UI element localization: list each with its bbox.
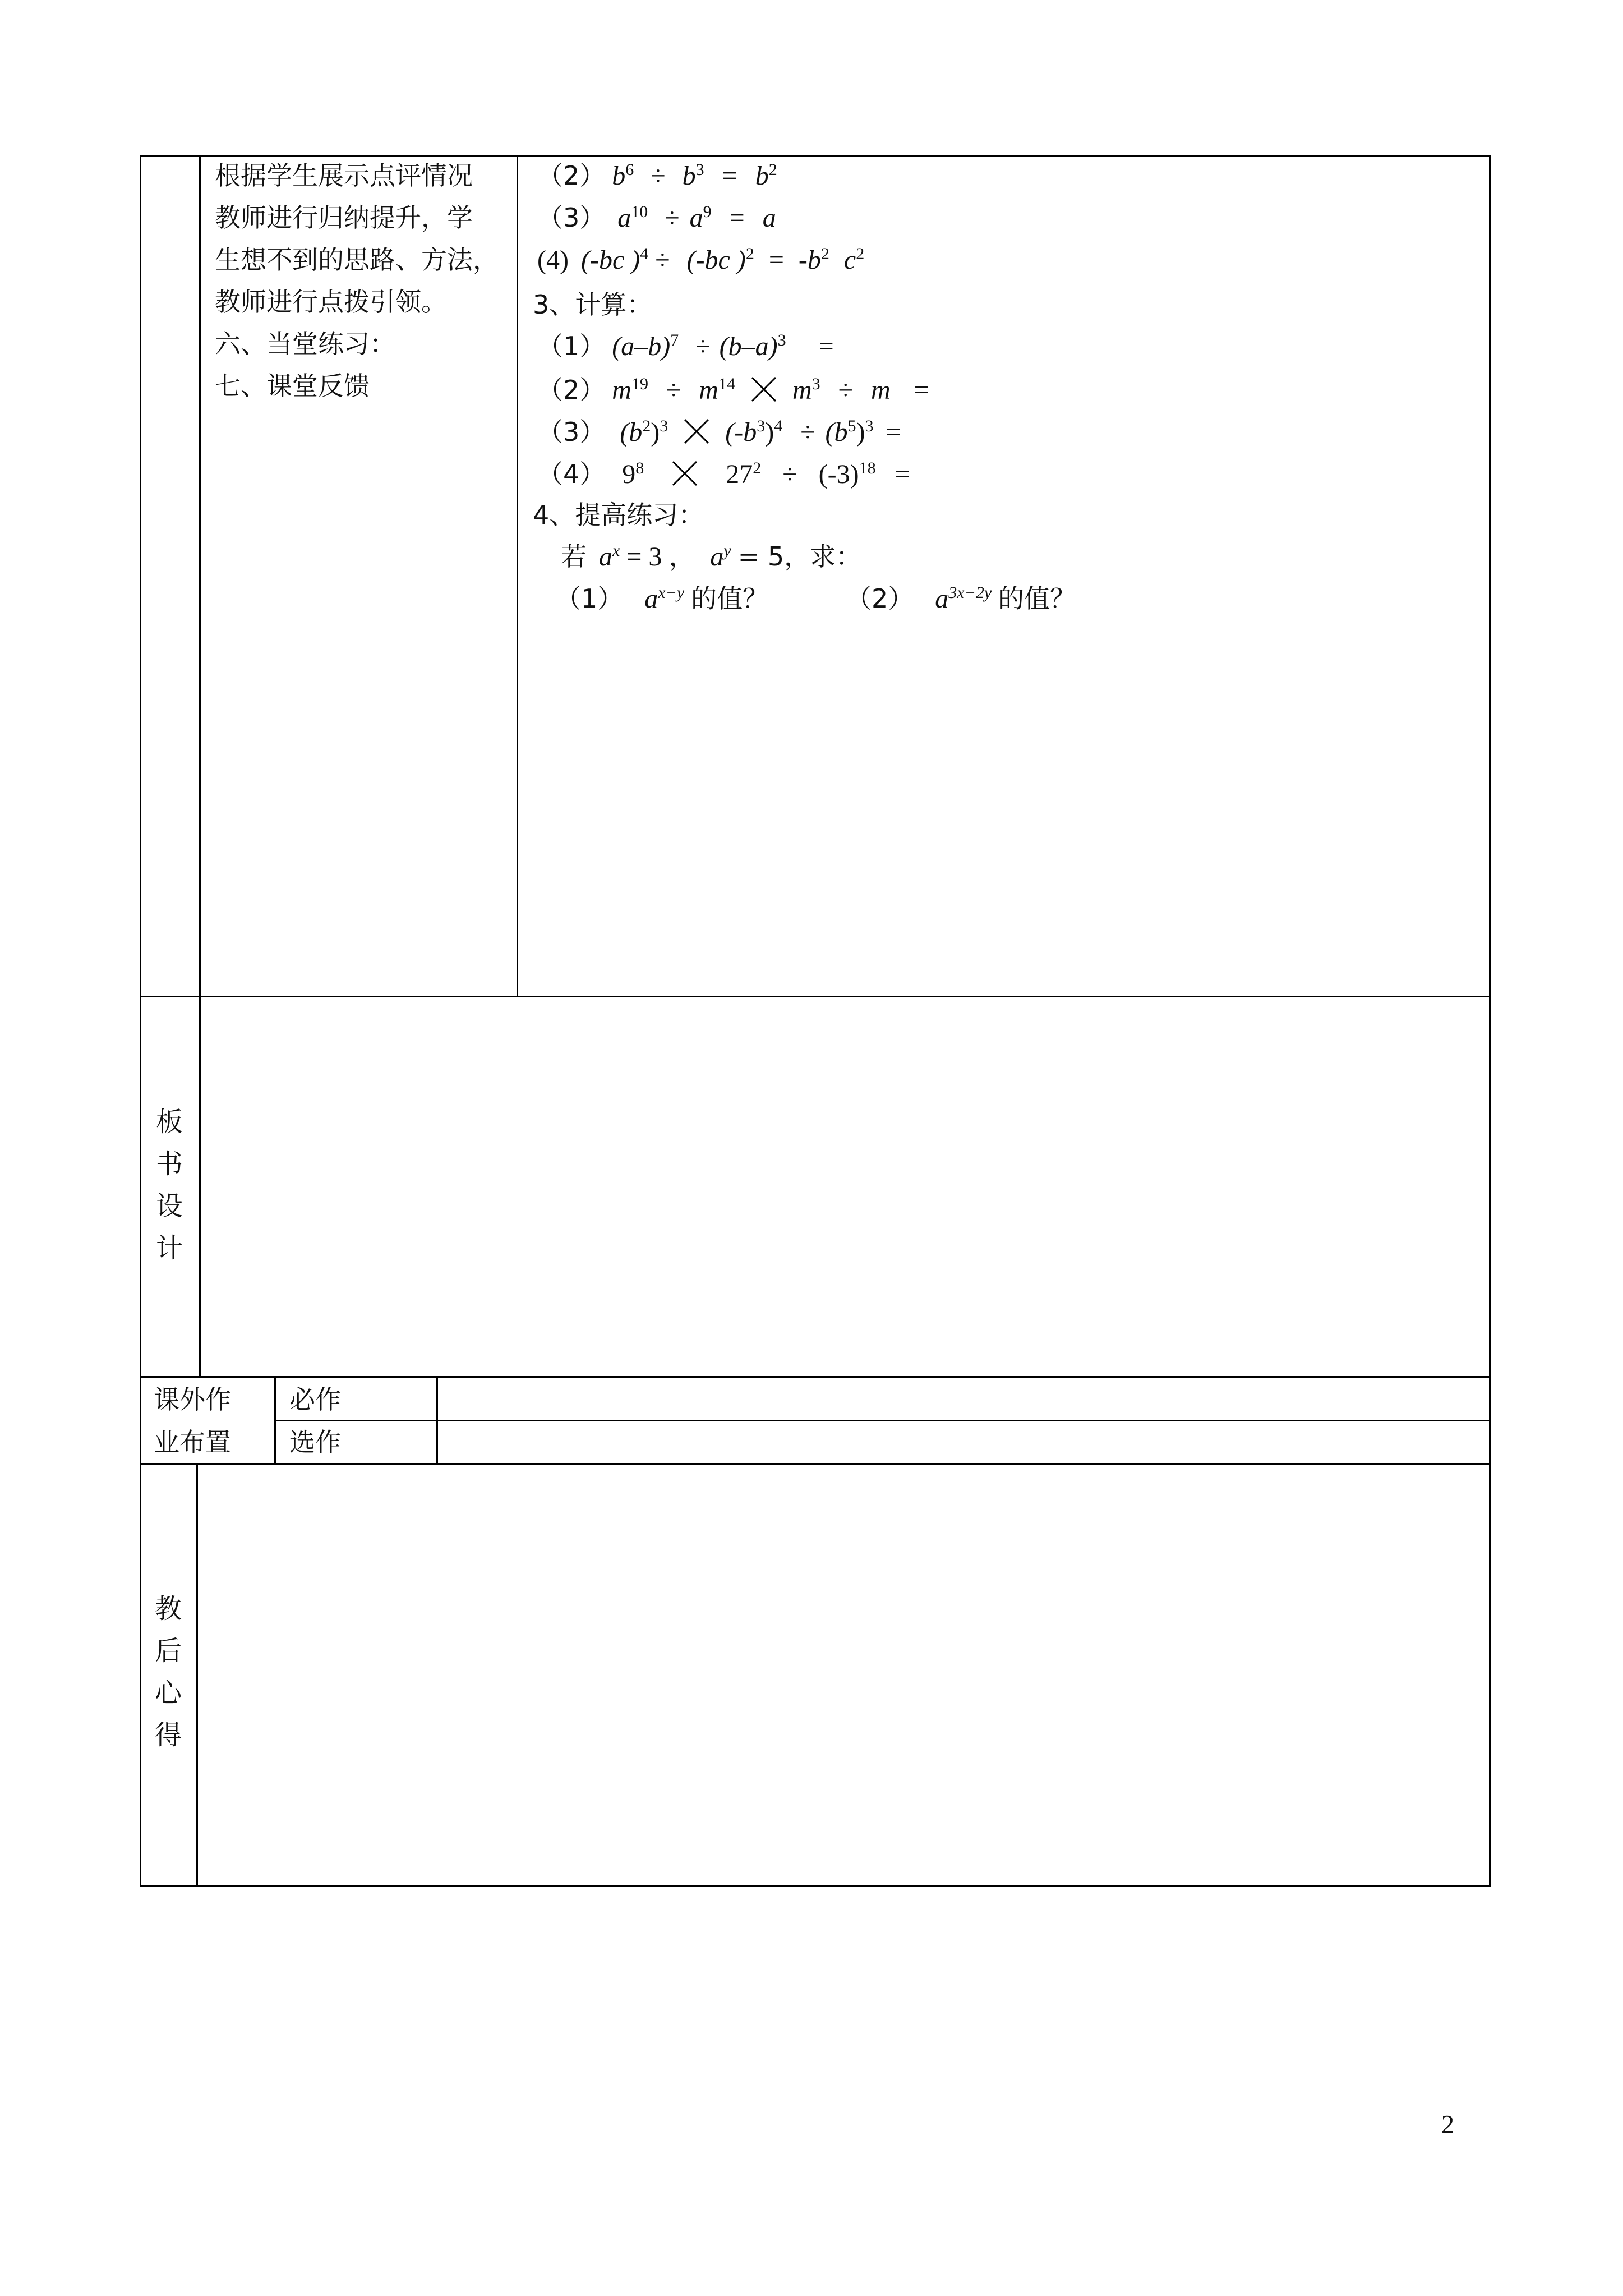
calc-q4: （4） $9^8$ $27^2 \div (-3)^{18}$ =: [537, 459, 910, 489]
section-3-title: 3、计算：: [533, 289, 653, 320]
note-line-6: 七、课堂反馈: [215, 371, 370, 401]
improve-q2: （2） $a^{3x-2y}$ 的值？: [846, 583, 1076, 614]
row1-divider-a: [199, 155, 201, 997]
blackboard-divider: [199, 996, 201, 1378]
row-separator-2: [140, 1376, 1491, 1378]
multiply-cross-icon: [671, 459, 699, 487]
homework-divider-b: [436, 1376, 438, 1465]
note-line-3: 生想不到的思路、方法，: [215, 245, 499, 275]
table-left-border: [140, 155, 141, 1887]
reflection-divider: [196, 1463, 198, 1887]
row1-divider-b: [517, 155, 518, 997]
page-number: 2: [1441, 2110, 1454, 2138]
homework-label-line2: 业布置: [154, 1427, 231, 1457]
row-separator-1: [140, 996, 1491, 997]
homework-required-label: 必作: [289, 1384, 341, 1415]
table-bottom-border: [140, 1885, 1491, 1887]
row-separator-4: [140, 1463, 1491, 1465]
table-top-border: [140, 155, 1491, 157]
given-condition: 若 $a^x = 3$ ， $a^y = 5$，求：: [561, 541, 862, 572]
homework-label-line1: 课外作: [154, 1384, 231, 1415]
multiply-cross-icon: [683, 417, 711, 445]
calc-q3: （3） $(b^2)^3$ $(-b^3)^4 \div (b^5)^3$ =: [537, 417, 901, 447]
multiply-cross-icon: [750, 375, 778, 403]
exercise-item-3: （3） $a^{10} \div a^9 = a$: [537, 203, 776, 233]
homework-optional-label: 选作: [289, 1427, 341, 1457]
note-line-1: 根据学生展示点评情况: [215, 160, 473, 191]
note-line-5: 六、当堂练习：: [215, 329, 395, 359]
exercise-item-4: (4) (-bc )$^4$ ÷ (-bc )$^2 = -b^2$ $c^2$: [537, 245, 865, 275]
calc-q2: （2） $m^{19} \div m^{14}$ $m^3 \div m$ =: [537, 375, 929, 405]
table-right-border: [1489, 155, 1491, 1887]
note-line-2: 教师进行归纳提升，学: [215, 203, 473, 233]
calc-q1: （1） $(a-b)^7 \div (b-a)^3$ =: [537, 331, 834, 361]
row-separator-3: [274, 1420, 1491, 1421]
note-line-4: 教师进行点拨引领。: [215, 287, 447, 317]
improve-q1: （1） $a^{x-y}$ 的值？: [555, 583, 769, 614]
homework-divider-a: [274, 1376, 276, 1465]
section-4-title: 4、提高练习：: [533, 500, 704, 530]
exercise-item-2: （2） $b^6 \div b^3 = b^2$: [537, 160, 777, 191]
